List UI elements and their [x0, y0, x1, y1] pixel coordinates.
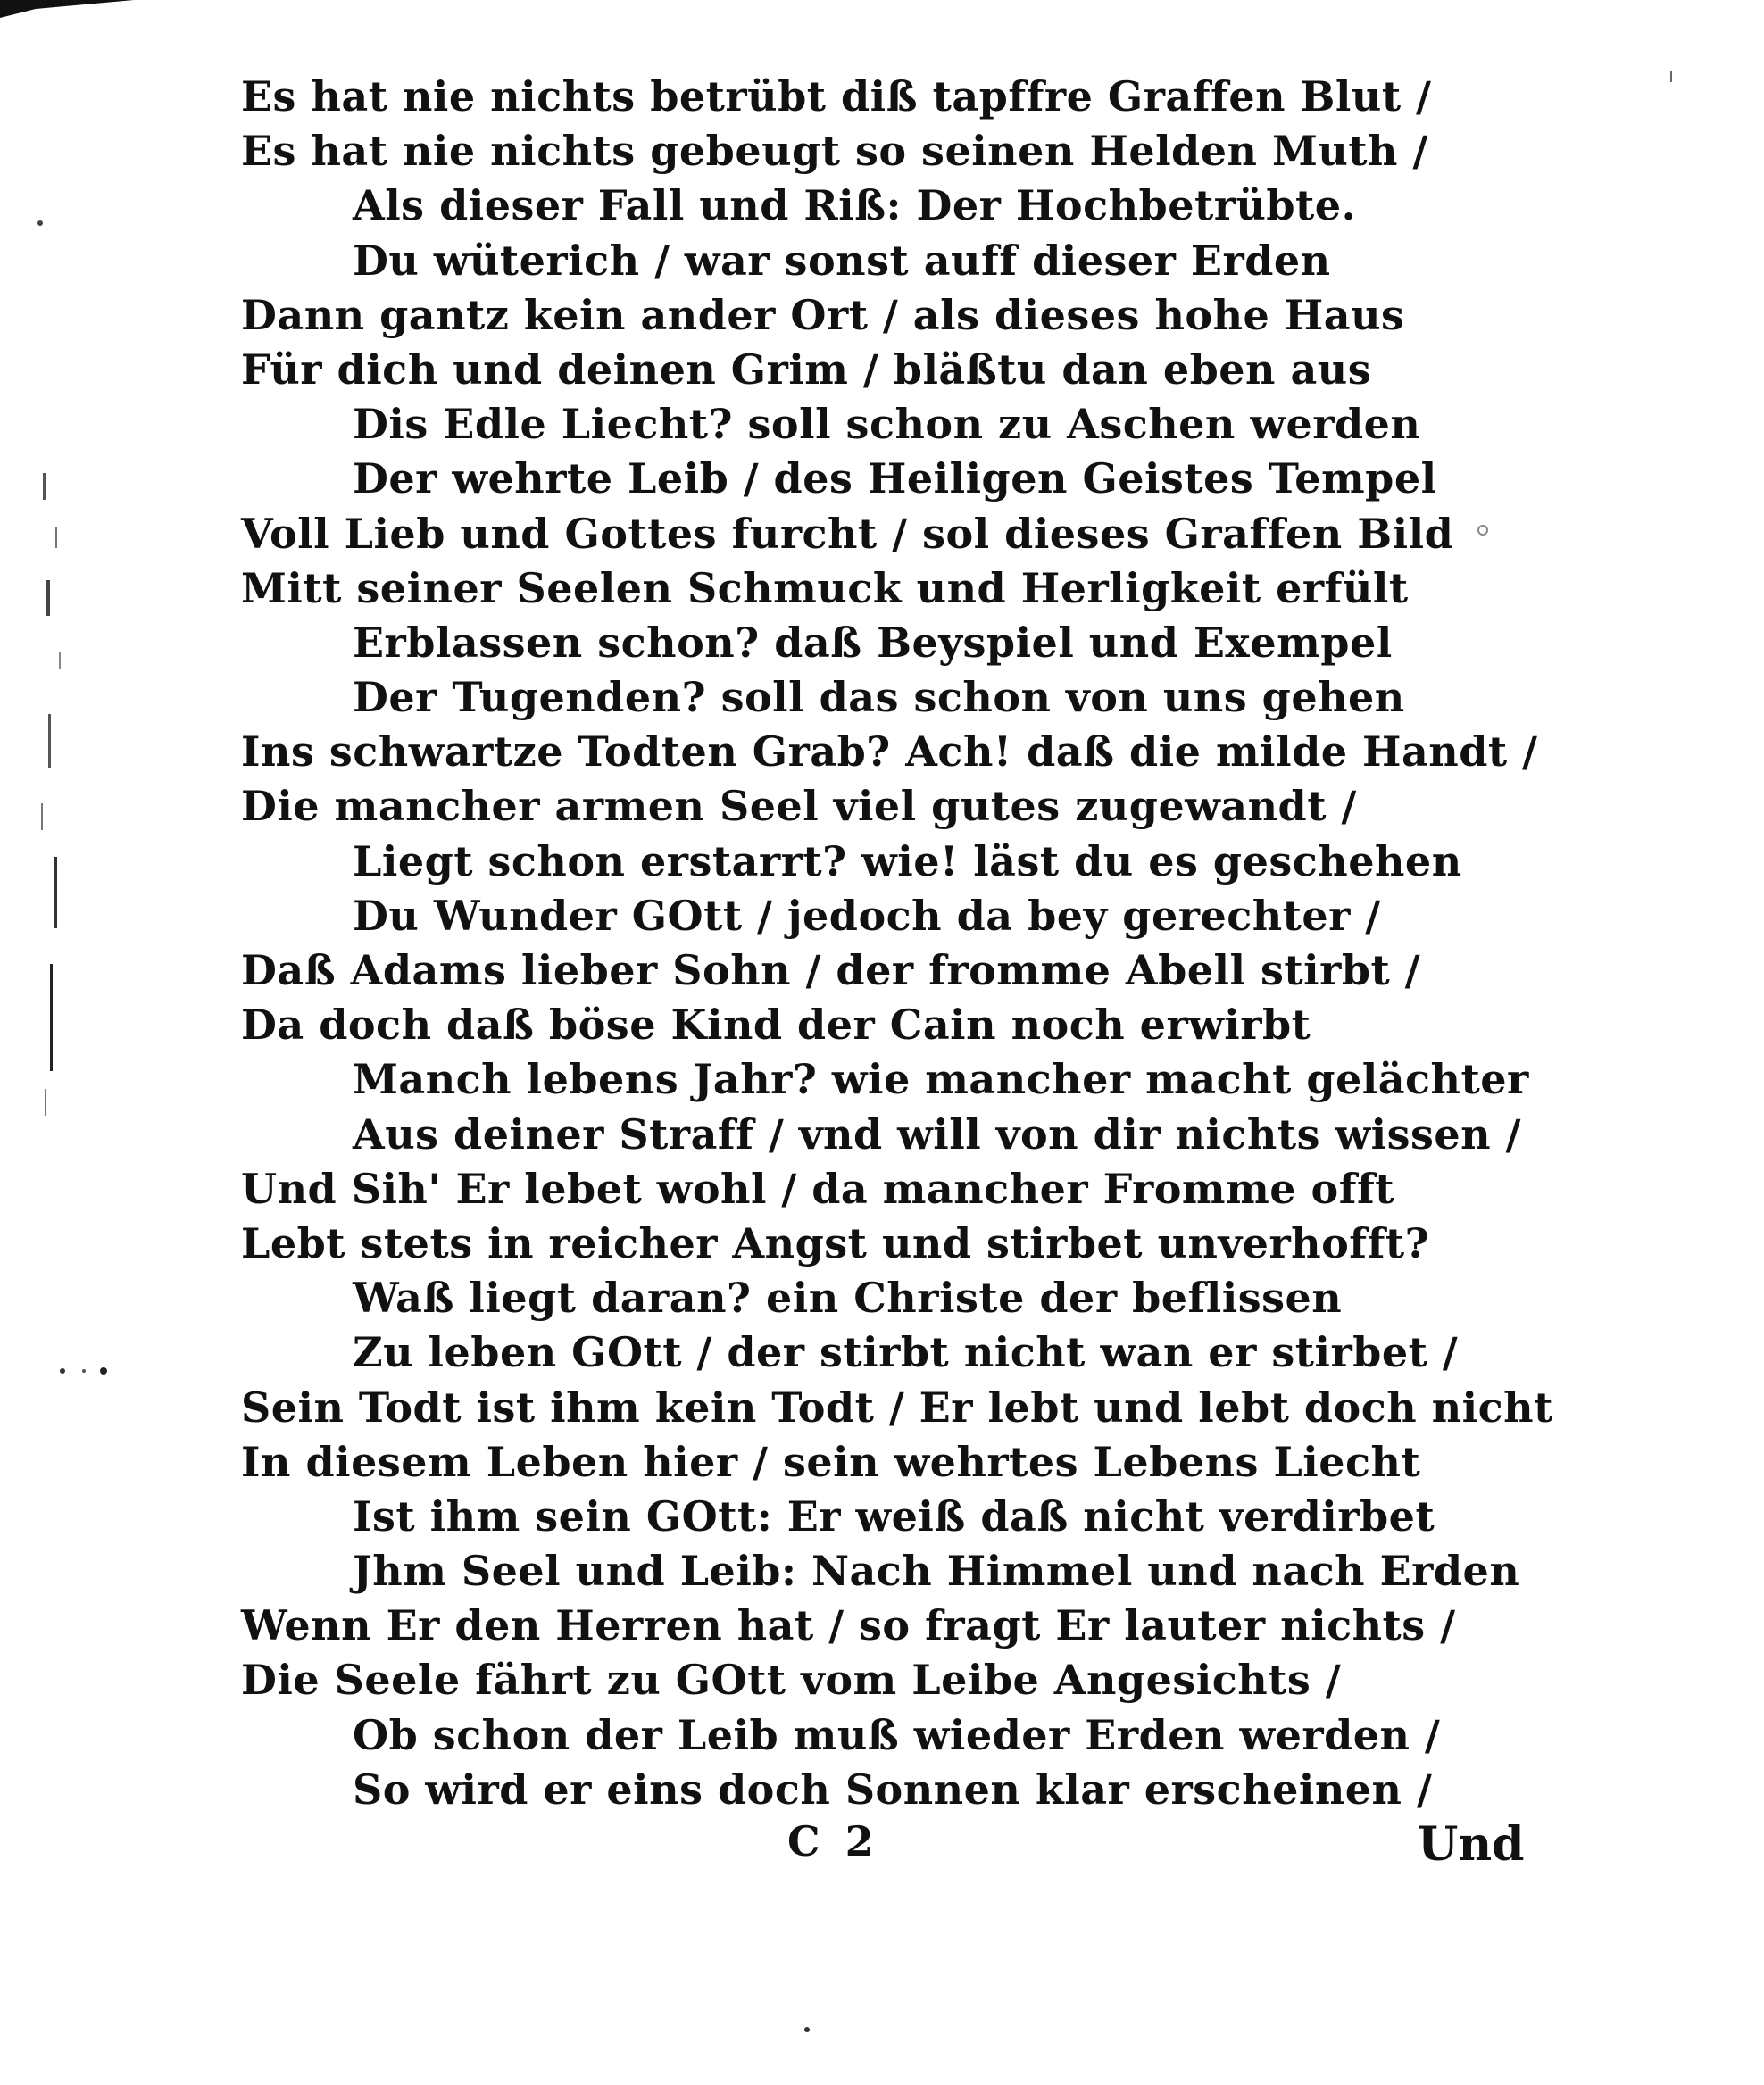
- poem-line: Lebt stets in reicher Angst und stirbet unverhofft?: [241, 1218, 1430, 1267]
- poem-line: Ist ihm sein GOtt: Er weiß daß nicht verdirbet: [353, 1491, 1435, 1541]
- poem-text-block: [241, 70, 1553, 1817]
- poem-line: Mitt seiner Seelen Schmuck und Herligkeit erfült: [241, 563, 1409, 612]
- poem-line: Daß Adams lieber Sohn / der fromme Abell stirbt /: [241, 946, 1421, 994]
- poem-line: Du wüterich / war sonst auff dieser Erden: [353, 236, 1331, 285]
- poem-line: Es hat nie nichts betrübt diß tapffre Graffen Blut /: [241, 72, 1432, 120]
- poem-line: Aus deiner Straff / vnd will von dir nichts wissen /: [353, 1109, 1521, 1159]
- poem-line: Ins schwartze Todten Grab? Ach! daß die milde Handt /: [241, 727, 1538, 777]
- bleed-through-marks: [36, 464, 71, 1142]
- poem-line: Sein Todt ist ihm kein Todt / Er lebt und lebt doch nicht: [241, 1383, 1553, 1432]
- poem-line: Die Seele fährt zu GOtt vom Leibe Angesichts /: [241, 1656, 1342, 1705]
- poem-line: Erblassen schon? daß Beyspiel und Exempel: [353, 618, 1393, 667]
- poem-line: Liegt schon erstarrt? wie! läst du es geschehen: [353, 836, 1462, 885]
- poem-line: Du Wunder GOtt / jedoch da bey gerechter /: [353, 891, 1381, 940]
- poem-line: Die mancher armen Seel viel gutes zugewandt /: [241, 782, 1357, 831]
- signature-mark: C 2: [787, 1817, 879, 1865]
- poem-line: Der Tugenden? soll das schon von uns gehen: [353, 673, 1405, 722]
- poem-line: In diesem Leben hier / sein wehrtes Lebens Liecht: [241, 1437, 1421, 1486]
- catchword: Und: [1418, 1817, 1525, 1872]
- ink-speck: [803, 2026, 811, 2033]
- poem-line: Waß liegt daran? ein Christe der beflissen: [353, 1274, 1343, 1323]
- poem-line: Und Sih' Er lebet wohl / da mancher Fromme offt: [241, 1164, 1395, 1213]
- poem-line: Manch lebens Jahr? wie mancher macht gelächter: [353, 1055, 1529, 1104]
- corner-ink-mark: [0, 0, 134, 20]
- poem-line: Zu leben GOtt / der stirbt nicht wan er stirbet /: [353, 1328, 1459, 1377]
- poem-line: Als dieser Fall und Riß: Der Hochbetrübte.: [353, 181, 1357, 230]
- poem-line: Da doch daß böse Kind der Cain noch erwirbt: [241, 1001, 1311, 1050]
- poem-line: Ob schon der Leib muß wieder Erden werden /: [353, 1710, 1441, 1759]
- poem-line: Der wehrte Leib / des Heiligen Geistes Tempel: [353, 454, 1437, 503]
- poem-line: Für dich und deinen Grim / bläßtu dan eben aus: [241, 345, 1372, 394]
- ink-speck: [1668, 71, 1675, 84]
- poem-line: Wenn Er den Herren hat / so fragt Er lauter nichts /: [241, 1601, 1456, 1650]
- ink-speck: [1475, 522, 1491, 538]
- poem-line: Dann gantz kein ander Ort / als dieses hohe Haus: [241, 290, 1405, 339]
- poem-line: Jhm Seel und Leib: Nach Himmel und nach Erden: [353, 1547, 1520, 1596]
- ink-speck: [57, 1366, 111, 1376]
- ink-speck: [36, 219, 45, 228]
- poem-line: So wird er eins doch Sonnen klar erscheinen /: [353, 1765, 1433, 1814]
- poem-line: Dis Edle Liecht? soll schon zu Aschen werden: [353, 400, 1421, 449]
- poem-line: Es hat nie nichts gebeugt so seinen Helden Muth /: [241, 127, 1428, 176]
- poem-line: Voll Lieb und Gottes furcht / sol dieses Graffen Bild: [241, 509, 1454, 558]
- page-footer: [0, 1817, 1764, 1880]
